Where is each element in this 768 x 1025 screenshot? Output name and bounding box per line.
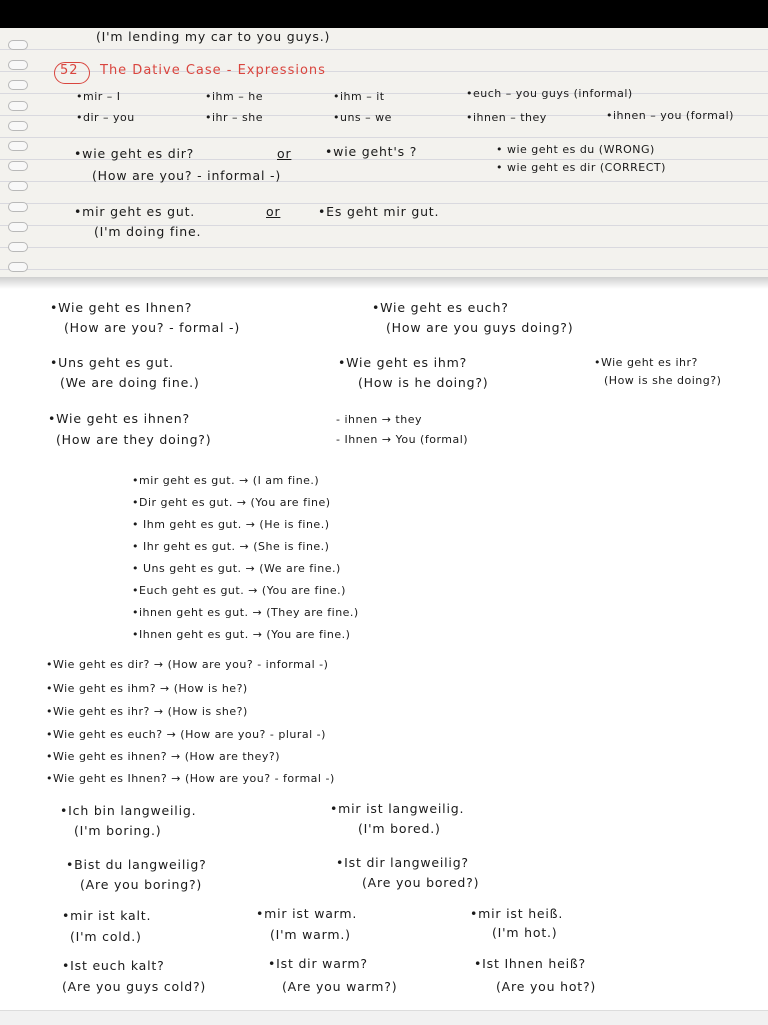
ring-icon xyxy=(8,121,28,131)
temp-en: (I'm warm.) xyxy=(270,927,351,942)
ring-icon xyxy=(8,181,28,191)
pronoun-ihm-he: •ihm – he xyxy=(205,90,263,103)
pronoun-ihr: •ihr – she xyxy=(205,111,264,124)
pronoun-ihm-it: •ihm – it xyxy=(333,90,385,103)
question-line: •Wie geht es ihm? → (How is he?) xyxy=(46,682,248,695)
block-de: •Wie geht es euch? xyxy=(372,300,509,315)
ring-icon xyxy=(8,161,28,171)
q-wie-geht-es-dir: •wie geht es dir? xyxy=(74,146,195,161)
question-line: •Wie geht es Ihnen? → (How are you? - formal -) xyxy=(46,772,335,785)
answer-line: •ihnen geht es gut. → (They are fine.) xyxy=(132,606,359,619)
block-de: •Wie geht es ihnen? xyxy=(48,411,190,426)
spiral-binding xyxy=(8,40,30,302)
temp-de: •mir ist kalt. xyxy=(62,908,152,923)
check-wrong: • wie geht es du (WRONG) xyxy=(496,143,655,156)
a-es-geht-mir-gut: •Es geht mir gut. xyxy=(318,204,440,219)
temp-en: (Are you warm?) xyxy=(282,979,398,994)
block-de: •Wie geht es ihm? xyxy=(338,355,467,370)
block-en: (How are you? - formal -) xyxy=(64,320,241,335)
boring-en: (Are you boring?) xyxy=(80,877,203,892)
ring-icon xyxy=(8,80,28,90)
pronoun-ihnen-formal: •ihnen – you (formal) xyxy=(606,109,734,122)
check-correct: • wie geht es dir (CORRECT) xyxy=(496,161,666,174)
answer-line: • Uns geht es gut. → (We are fine.) xyxy=(132,562,341,575)
temp-de: •mir ist warm. xyxy=(256,906,358,921)
boring-de: •Ich bin langweilig. xyxy=(60,803,197,818)
question-line: •Wie geht es dir? → (How are you? - informal -) xyxy=(46,658,329,671)
question-line: •Wie geht es ihnen? → (How are they?) xyxy=(46,750,281,763)
temp-en: (Are you guys cold?) xyxy=(62,979,207,994)
block-de: •Wie geht es ihr? xyxy=(594,356,698,369)
temp-en: (I'm cold.) xyxy=(70,929,142,944)
temp-de: •Ist euch kalt? xyxy=(62,958,165,973)
ring-icon xyxy=(8,60,28,70)
answer-line: •mir geht es gut. → (I am fine.) xyxy=(132,474,320,487)
temp-de: •mir ist heiß. xyxy=(470,906,564,921)
section-title: The Dative Case - Expressions xyxy=(100,63,326,78)
a-translation: (I'm doing fine. xyxy=(94,224,202,239)
answer-line: •Dir geht es gut. → (You are fine) xyxy=(132,496,331,509)
q-wie-gehts: •wie geht's ? xyxy=(325,144,418,159)
q-or: or xyxy=(277,146,292,161)
q-translation: (How are you? - informal -) xyxy=(92,168,282,183)
answer-line: •Euch geht es gut. → (You are fine.) xyxy=(132,584,346,597)
ring-icon xyxy=(8,222,28,232)
temp-en: (Are you hot?) xyxy=(496,979,597,994)
boring-de: •mir ist langweilig. xyxy=(330,801,465,816)
ring-icon xyxy=(8,202,28,212)
temp-en: (I'm hot.) xyxy=(492,925,558,940)
top-line: (I'm lending my car to you guys.) xyxy=(96,29,331,44)
question-line: •Wie geht es ihr? → (How is she?) xyxy=(46,705,248,718)
pronoun-euch: •euch – you guys (informal) xyxy=(466,87,633,100)
block-de: •Uns geht es gut. xyxy=(50,355,174,370)
block-en: (How are they doing?) xyxy=(56,432,212,447)
pronoun-uns: •uns – we xyxy=(333,111,392,124)
boring-en: (Are you bored?) xyxy=(362,875,480,890)
boring-en: (I'm boring.) xyxy=(74,823,162,838)
question-line: •Wie geht es euch? → (How are you? - plural -) xyxy=(46,728,326,741)
boring-de: •Ist dir langweilig? xyxy=(336,855,469,870)
a-or: or xyxy=(266,204,281,219)
answer-line: • Ihm geht es gut. → (He is fine.) xyxy=(132,518,330,531)
ring-icon xyxy=(8,262,28,272)
boring-en: (I'm bored.) xyxy=(358,821,441,836)
block-en: (How is he doing?) xyxy=(358,375,489,390)
block-en: (How is she doing?) xyxy=(604,374,722,387)
answer-line: •Ihnen geht es gut. → (You are fine.) xyxy=(132,628,351,641)
ring-icon xyxy=(8,101,28,111)
ihnen-note-they: - ihnen → they xyxy=(336,413,422,426)
block-de: •Wie geht es Ihnen? xyxy=(50,300,193,315)
page-shadow xyxy=(0,277,768,289)
section-number: 52 xyxy=(60,63,79,78)
pronoun-mir: •mir – I xyxy=(76,90,121,103)
pronoun-ihnen-they: •ihnen – they xyxy=(466,111,547,124)
boring-de: •Bist du langweilig? xyxy=(66,857,207,872)
ihnen-note-formal: - Ihnen → You (formal) xyxy=(336,433,469,446)
ring-icon xyxy=(8,40,28,50)
temp-de: •Ist Ihnen heiß? xyxy=(474,956,586,971)
top-black-bar xyxy=(0,0,768,28)
bottom-page-edge xyxy=(0,1010,768,1025)
a-mir-geht-es-gut: •mir geht es gut. xyxy=(74,204,196,219)
block-en: (We are doing fine.) xyxy=(60,375,200,390)
ring-icon xyxy=(8,242,28,252)
ring-icon xyxy=(8,141,28,151)
answer-line: • Ihr geht es gut. → (She is fine.) xyxy=(132,540,330,553)
block-en: (How are you guys doing?) xyxy=(386,320,574,335)
pronoun-dir: •dir – you xyxy=(76,111,135,124)
temp-de: •Ist dir warm? xyxy=(268,956,368,971)
